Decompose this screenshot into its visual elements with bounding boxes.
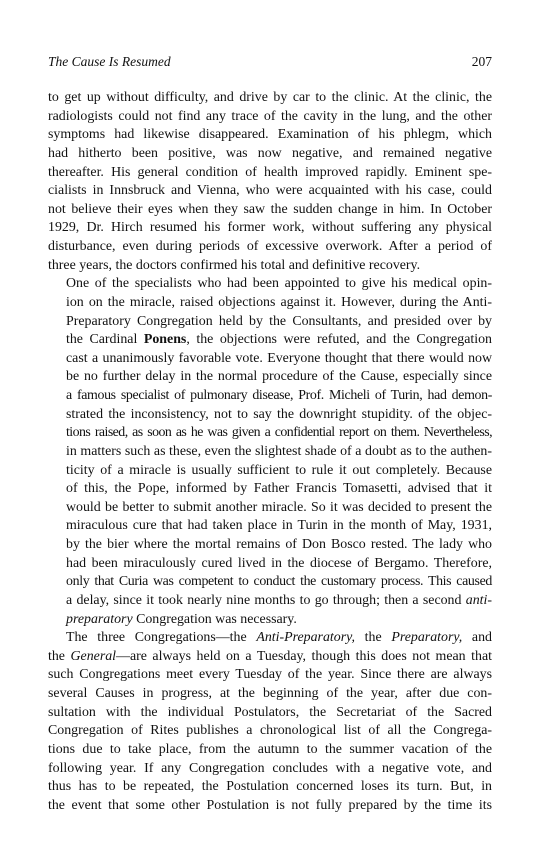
italic-term: Anti-Preparatory, [256,630,355,646]
text-line: only that Curia was competent to conduct the customary process. This caused [66,574,492,590]
text-line: miraculous cure that had taken place in Turin in the month of May, 1931, [66,518,492,534]
text-run: and [462,630,492,646]
text-run: the [48,648,71,664]
text-line: three years, the doctors confirmed his total and definitive recovery. [48,257,421,273]
text-line: not believe their eyes when they saw the sudden change in him. In October [48,201,492,217]
text-line: following year. If any Congregation concludes with a negative vote, and [48,760,492,776]
text-line: tions due to take place, from the autumn to the summer vacation of the [48,741,492,757]
text-line: thus has to be repeated, the Postulation concerned loses its turn. But, in [48,779,492,795]
running-head [48,54,492,70]
running-title: The Cause Is Resumed [48,54,171,69]
text-line: in matters such as these, even the slightest shade of a doubt as to the authen- [66,443,492,459]
text-line: One of the specialists who had been appointed to give his medical opin- [66,276,492,292]
text-line: ticity of a miracle is usually sufficient to rule it out completely. Because [66,462,492,478]
text-line: to get up without difficulty, and drive by car to the clinic. At the clinic, the [48,90,492,105]
text-line: would be better to submit another miracle. So it was decided to present the [66,499,492,515]
bold-term: Ponens [143,332,187,348]
text-run: Congregation was necessary. [132,611,297,627]
text-line: of this, the Pope, informed by Father Francis Tomasetti, advised that it [66,481,492,497]
paragraph-2 [48,275,492,629]
text-line: Preparatory Congregation held by the Consultants, and presided over by [66,313,492,329]
text-run: the [354,630,392,646]
text-line: had hitherto been positive, was now negative, and remained negative [48,145,492,161]
page-number: 207 [471,54,492,69]
italic-term: Preparatory, [391,630,463,646]
text-run: a delay, since it took nearly nine months to go through; then a second [66,592,466,608]
text-line: had been miraculously cured lived in the diocese of Bergamo. Therefore, [66,555,492,571]
text-line [48,629,492,648]
text-run: The three Congregations—the [66,630,257,646]
text-line: strated the inconsistency, not to say the downright stupidity. of the objec- [66,406,492,422]
italic-term: anti- [465,592,492,608]
text-run: , the objections were refuted, and the Congregation [186,332,493,348]
text-line: 1929, Dr. Hirch resumed his former work, without suffering any physical [48,220,492,236]
text-line [48,592,492,611]
text-line: sultation with the individual Postulators, the Secretariat of the Sacred [48,704,492,720]
body-text [48,89,492,815]
text-line [48,331,492,350]
text-line: such Congregations meet every Tuesday of the year. Since there are always [48,667,492,683]
italic-term: preparatory [66,611,133,627]
italic-term: General [70,648,117,664]
text-line [48,648,492,667]
paragraph-1 [48,89,492,275]
paragraph-3 [48,629,492,815]
text-run: —are always held on a Tuesday, though this does not mean that [116,648,492,664]
text-line: cast a unanimously favorable vote. Everyone thought that there would now [66,350,492,366]
text-line: several Causes in progress, at the beginning of the year, after due con- [48,686,492,701]
text-line: radiologists could not find any trace of the cavity in the lung, and the other [48,108,492,124]
text-line: Congregation of Rites publishes a chronological list of all the Congrega- [48,723,492,739]
text-line: disturbance, even during periods of excessive overwork. After a period of [48,239,492,254]
text-line: be no further delay in the normal procedure of the Cause, especially since [66,369,492,385]
text-run: the Cardinal [66,332,144,348]
text-line: by the bier where the mortal remains of Don Bosco rested. The lady who [66,537,492,552]
text-line: a famous specialist of pulmonary disease, Prof. Micheli of Turin, had demon- [66,388,492,403]
text-line: cialists in Innsbruck and Vienna, who were acquainted with his case, could [48,183,492,199]
text-line: thereafter. His general condition of health improved rapidly. Eminent spe- [48,164,492,180]
text-line [48,611,492,630]
text-line: symptoms had likewise disappeared. Examination of his phlegm, which [48,127,492,143]
text-line: tions raised, as soon as he was given a confidential report on them. Nevertheless, [66,425,492,441]
text-line: the event that some other Postulation is not fully prepared by the time its [48,797,492,813]
text-line: ion on the miracle, raised objections against it. However, during the Anti- [66,294,492,310]
